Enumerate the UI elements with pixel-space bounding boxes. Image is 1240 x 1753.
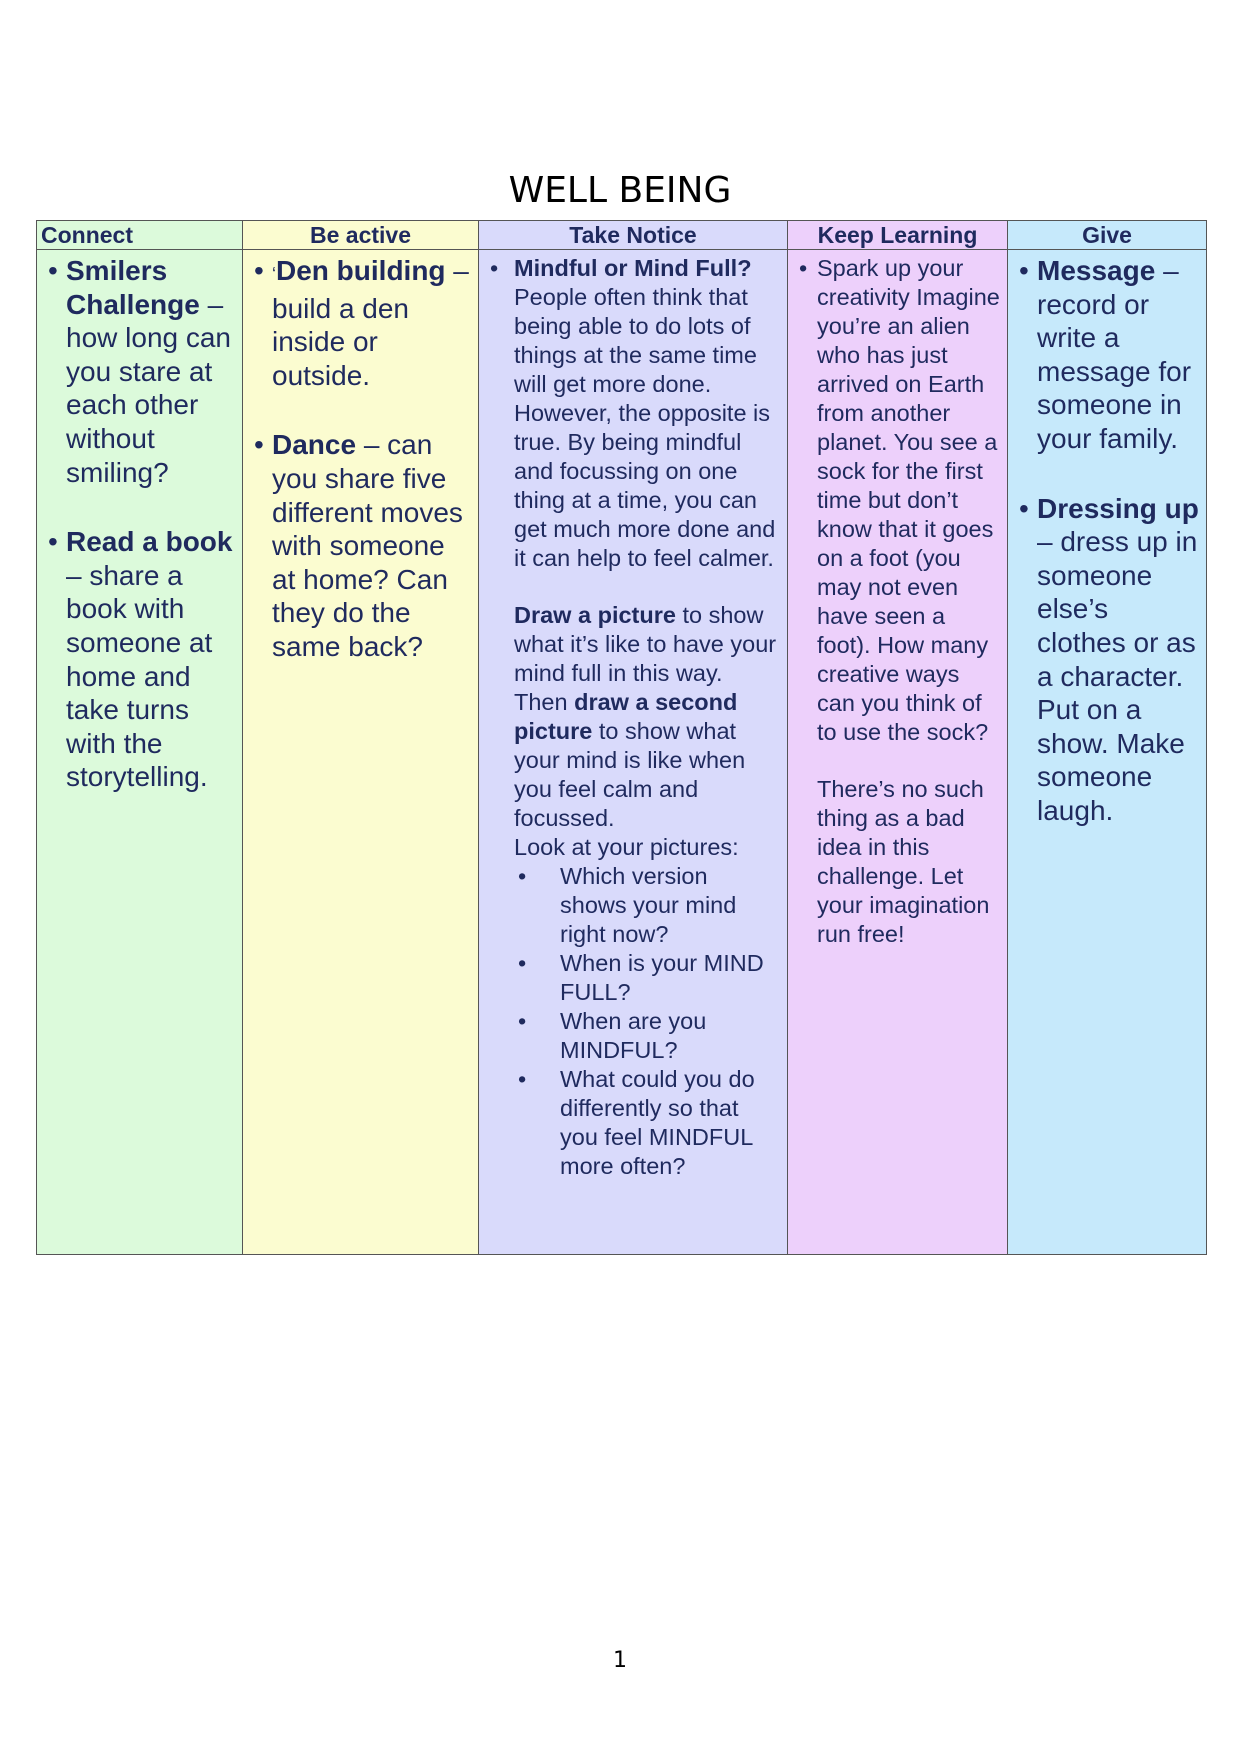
look-text: Look at your pictures: (514, 834, 739, 860)
question-item (508, 862, 780, 949)
bullet-icon: • (48, 255, 58, 286)
section-heading: Mindful or Mind Full? (514, 255, 752, 281)
page-title: WELL BEING (508, 170, 732, 211)
header-keep-learning: Keep Learning (788, 221, 1008, 250)
first-line: Spark up your (817, 255, 964, 281)
list-item (1019, 254, 1199, 456)
bullet-icon: • (490, 255, 499, 281)
question-item (508, 1007, 780, 1065)
item-text: – record or write a message for someone in your family. (1037, 255, 1192, 454)
item-text: – can you share five different moves with someone at home? Can they do the same back? (272, 429, 463, 662)
question-text: Which version shows your mind right now? (560, 863, 737, 947)
item-text: – build a den inside or outside. (272, 255, 469, 391)
bullet-icon: • (48, 526, 58, 558)
item-title: Smilers Challenge (66, 255, 200, 320)
item-title: Dressing up (1037, 492, 1199, 524)
bullet-icon: • (254, 429, 264, 461)
page-number: 1 (613, 1648, 627, 1673)
question-text: When are you MINDFUL? (560, 1008, 707, 1063)
item-title: Dance (272, 429, 357, 461)
bullet-icon: • (518, 863, 527, 889)
bullet-icon: • (1019, 255, 1029, 286)
question-text: What could you do differently so that you feel MINDFUL more often? (560, 1066, 755, 1179)
question-text: When is your MIND FULL? (560, 950, 764, 1005)
quote-mark: ‘ (272, 264, 276, 284)
list-item (1019, 492, 1199, 828)
content-row (37, 250, 1207, 1255)
cell-connect (37, 250, 243, 1255)
bullet-icon: • (518, 1008, 527, 1034)
list-item (254, 428, 471, 663)
bullet-icon: • (518, 950, 527, 976)
bullet-icon: • (518, 1066, 527, 1092)
list-item (48, 525, 235, 794)
cell-keep-learning (788, 250, 1008, 1255)
list-item (48, 254, 235, 489)
draw-second-label: draw a second picture (514, 689, 738, 744)
question-item (508, 949, 780, 1007)
item-title: Den building (276, 255, 446, 286)
list-item (490, 254, 780, 862)
draw-text: to show what it’s like to have your mind full in this way. Then (514, 602, 777, 715)
list-item (799, 254, 1000, 283)
intro-text: People often think that being able to do lots of things at the same time will get more done. However, the opposite is true. By being mindful and focussing on one thing at a time, you can get much more done and it can help to feel calmer. (514, 284, 776, 571)
header-take-notice: Take Notice (479, 221, 788, 250)
draw-text-2: to show what your mind is like when you feel calm and focussed. (514, 718, 746, 831)
question-item (508, 1065, 780, 1181)
cell-be-active (243, 250, 479, 1255)
item-text: – share a book with someone at home and take turns with the storytelling. (66, 559, 213, 793)
list-item (254, 254, 471, 392)
header-connect: Connect (37, 221, 243, 250)
header-be-active: Be active (243, 221, 479, 250)
learning-body: creativity Imagine you’re an alien who has just arrived on Earth from another planet. You see a sock for the first time but don’t know that it goes on a foot (you may not even have seen a foot). How many creative ways can you think of to use the sock? (817, 284, 1000, 745)
bullet-icon: • (1019, 492, 1029, 524)
learning-closing: There’s no such thing as a bad idea in this challenge. Let your imagination run free! (817, 776, 990, 947)
item-text: – dress up in someone else’s clothes or as a character. Put on a show. Make someone laugh. (1037, 526, 1198, 826)
well-being-table (36, 220, 1207, 1255)
item-text: – how long can you stare at each other without smiling? (66, 288, 232, 488)
draw-picture-label: Draw a picture (514, 602, 676, 628)
bullet-icon: • (799, 255, 808, 281)
bullet-icon: • (254, 255, 264, 286)
cell-give (1008, 250, 1207, 1255)
header-row (37, 221, 1207, 250)
cell-take-notice (479, 250, 788, 1255)
item-title: Read a book (66, 526, 233, 558)
header-give: Give (1008, 221, 1207, 250)
item-title: Message (1037, 255, 1156, 286)
